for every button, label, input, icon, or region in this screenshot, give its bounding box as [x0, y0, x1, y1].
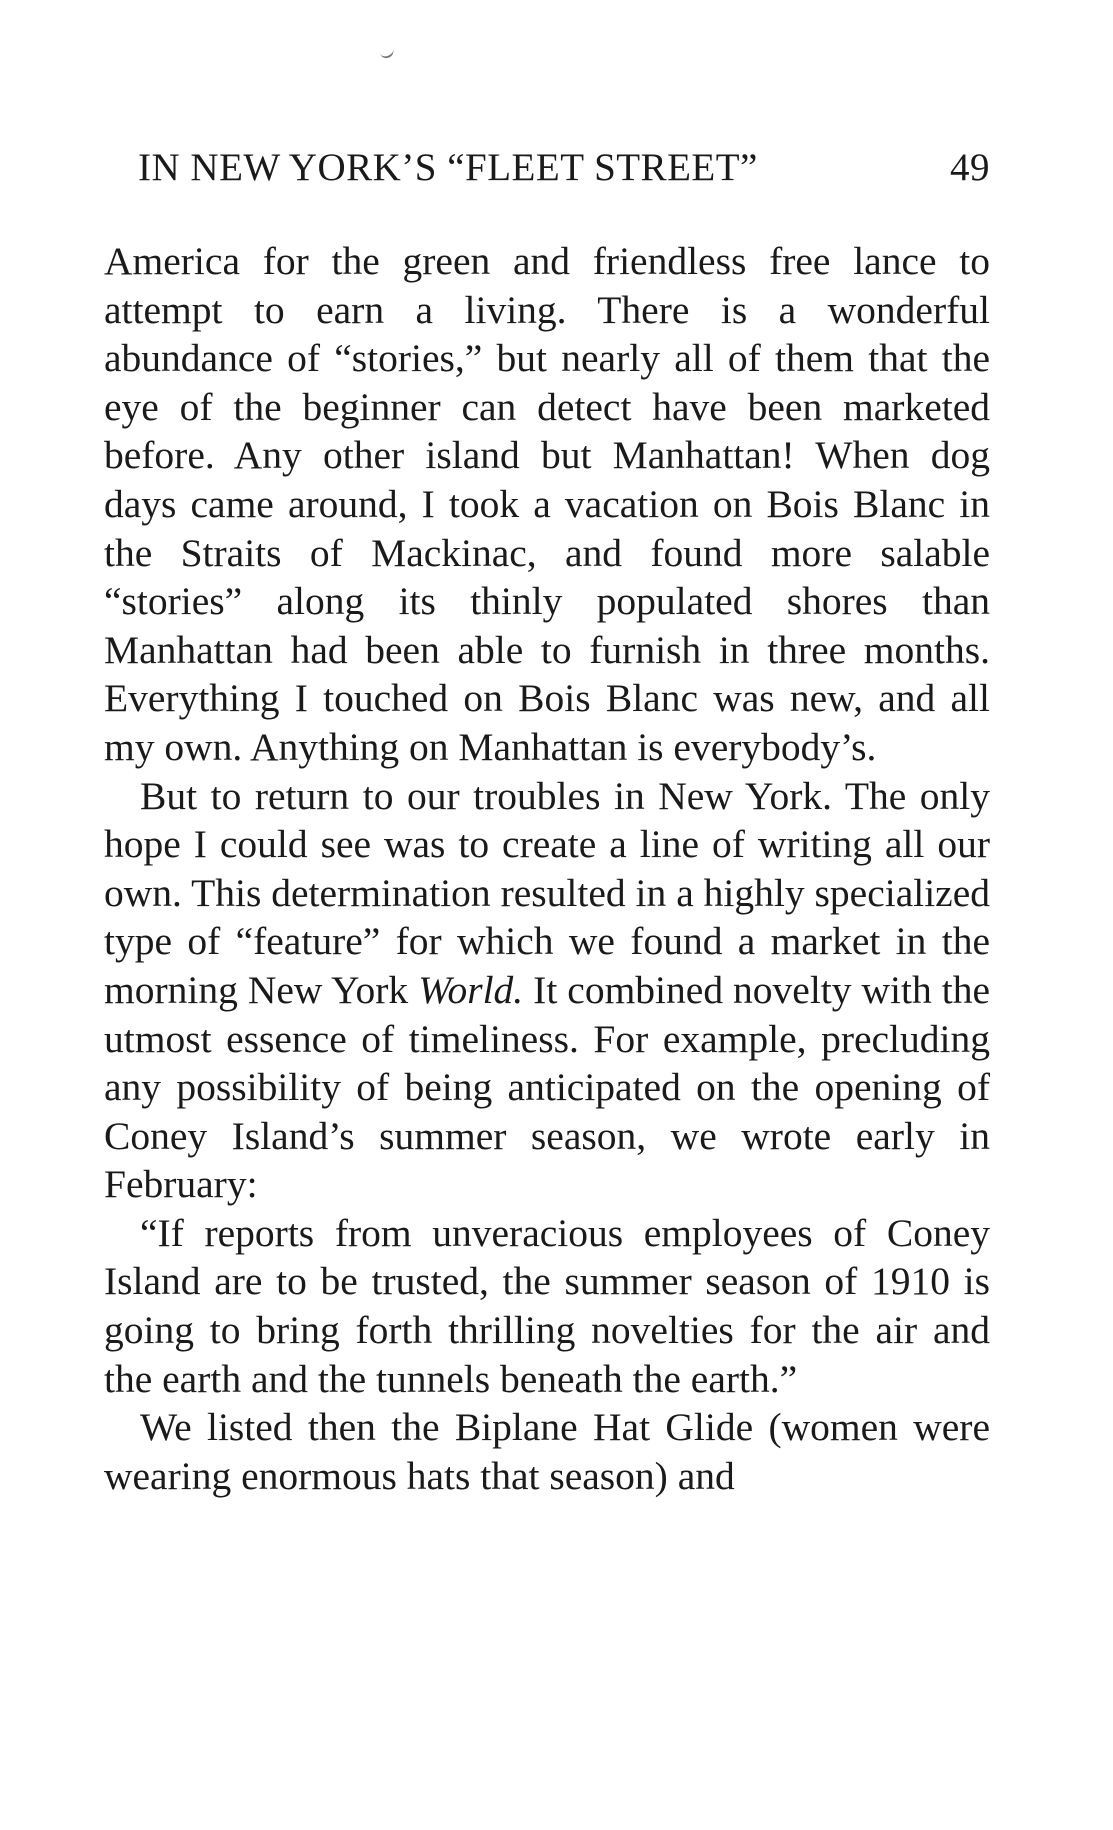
paragraph-4: We listed then the Biplane Hat Glide (women were wearing enormous hats that season) and [104, 1405, 990, 1498]
paragraph-2-end: It combined novelty with the utmost essence of timeliness. For example, precluding any possibility of being anticipated on the opening of Coney Island’s summer season, we wrote early in February: [104, 967, 991, 1207]
paragraph-3-quote: “If reports from unveracious employees of Coney Island are to be trusted, the summer season of 1910 is going to bring forth thrilling novelties for the air and the earth and the tunnels beneath the earth.” [104, 1210, 990, 1401]
paragraph-1: America for the green and friendless free lance to attempt to earn a living. There is a wonderful abundance of “stories,” but nearly all of them that the eye of the beginner can detect have been marketed before. Any other island but Manhattan! When dog days came around, I took a vacation on Bois Blanc in the Straits of Mackinac, and found more salable “stories” along its thinly populated shores than Manhattan had been able to furnish in three months. Everything I touched on Bois Blanc was new, and all my own. Anything on Manhattan is everybody’s. [104, 239, 990, 769]
running-header [120, 140, 990, 196]
newspaper-title: World. [418, 967, 524, 1012]
paragraph-2-start: But to return to our troubles in New York. The only hope I could see was to create a line of writing all our own. This determination resulted in a highly specialized type of “feature” for which we found a market in the morning New York [104, 773, 990, 1012]
ink-mark [379, 46, 395, 60]
page-number: 49 [950, 146, 990, 189]
paragraph-2 [104, 772, 990, 1209]
running-title: IN NEW YORK’S “FLEET STREET” [138, 146, 758, 189]
body-text [104, 237, 990, 1500]
